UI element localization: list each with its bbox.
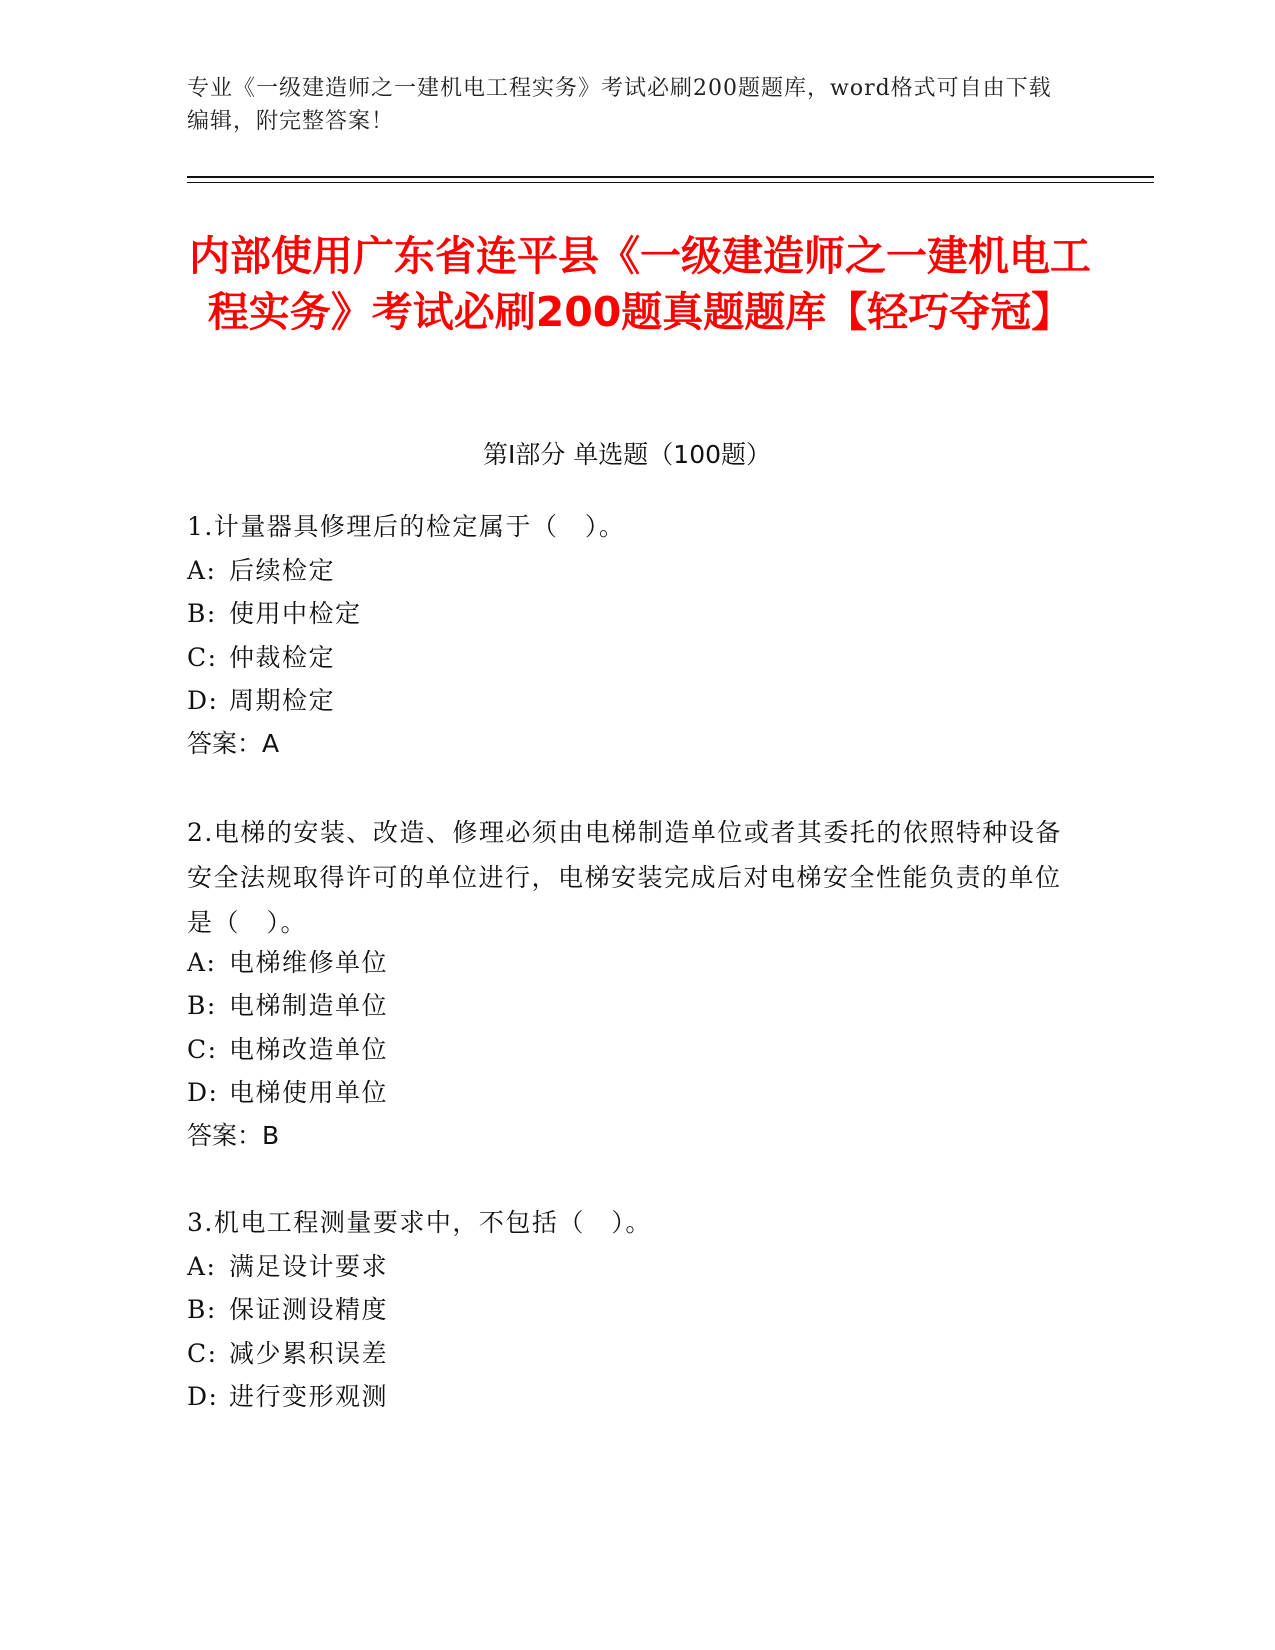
question-3-option-c bbox=[187, 1332, 1067, 1376]
option-label: D: bbox=[187, 686, 219, 715]
option-text: 减少累积误差 bbox=[229, 1339, 389, 1368]
question-2-answer: 答案：B bbox=[187, 1121, 280, 1150]
option-label: A: bbox=[187, 1252, 217, 1281]
question-1-answer: 答案：A bbox=[187, 729, 280, 758]
option-label: D: bbox=[187, 1382, 219, 1411]
question-2-option-a bbox=[187, 941, 1067, 985]
section-title: 第I部分 单选题（100题） bbox=[482, 440, 772, 469]
option-label: D: bbox=[187, 1078, 219, 1107]
header-rule-thin bbox=[187, 182, 1154, 183]
question-2-option-c bbox=[187, 1028, 1067, 1072]
option-label: B: bbox=[187, 1295, 217, 1324]
option-label: B: bbox=[187, 599, 217, 628]
question-1-stem: 1.计量器具修理后的检定属于（ ）。 bbox=[187, 512, 626, 541]
option-text: 进行变形观测 bbox=[229, 1382, 389, 1411]
option-label: C: bbox=[187, 1035, 218, 1064]
option-text: 仲裁检定 bbox=[229, 643, 336, 672]
option-text: 电梯使用单位 bbox=[229, 1078, 389, 1107]
question-1-option-b bbox=[187, 592, 1067, 636]
question-2-option-b bbox=[187, 984, 1067, 1028]
question-3-option-a bbox=[187, 1245, 1067, 1289]
option-text: 电梯维修单位 bbox=[229, 948, 389, 977]
option-text: 保证测设精度 bbox=[229, 1295, 389, 1324]
question-2-stem: 2.电梯的安装、改造、修理必须由电梯制造单位或者其委托的依照特种设备安全法规取得许可的单位进行，电梯安装完成后对电梯安全性能负责的单位是（ ）。 bbox=[187, 818, 1062, 937]
question-3-option-b bbox=[187, 1288, 1067, 1332]
option-label: A: bbox=[187, 556, 217, 585]
question-2-option-d bbox=[187, 1071, 1067, 1115]
header-rule-thick bbox=[187, 176, 1154, 178]
option-text: 周期检定 bbox=[229, 686, 336, 715]
option-text: 满足设计要求 bbox=[229, 1252, 389, 1281]
question-1-option-a bbox=[187, 549, 1067, 593]
document-title: 内部使用广东省连平县《一级建造师之一建机电工程实务》考试必刷200题真题题库【轻巧夺冠】 bbox=[189, 232, 1091, 336]
option-label: C: bbox=[187, 1339, 218, 1368]
option-text: 后续检定 bbox=[229, 556, 336, 585]
option-label: B: bbox=[187, 991, 217, 1020]
question-3-option-d bbox=[187, 1375, 1067, 1419]
option-text: 电梯制造单位 bbox=[229, 991, 389, 1020]
header-note: 专业《一级建造师之一建机电工程实务》考试必刷200题题库，word格式可自由下载编辑，附完整答案！ bbox=[187, 76, 1052, 134]
option-text: 使用中检定 bbox=[229, 599, 362, 628]
option-label: A: bbox=[187, 948, 217, 977]
question-1-option-d bbox=[187, 679, 1067, 723]
question-3-stem: 3.机电工程测量要求中，不包括（ ）。 bbox=[187, 1208, 652, 1237]
question-1-option-c bbox=[187, 636, 1067, 680]
option-label: C: bbox=[187, 643, 218, 672]
option-text: 电梯改造单位 bbox=[229, 1035, 389, 1064]
